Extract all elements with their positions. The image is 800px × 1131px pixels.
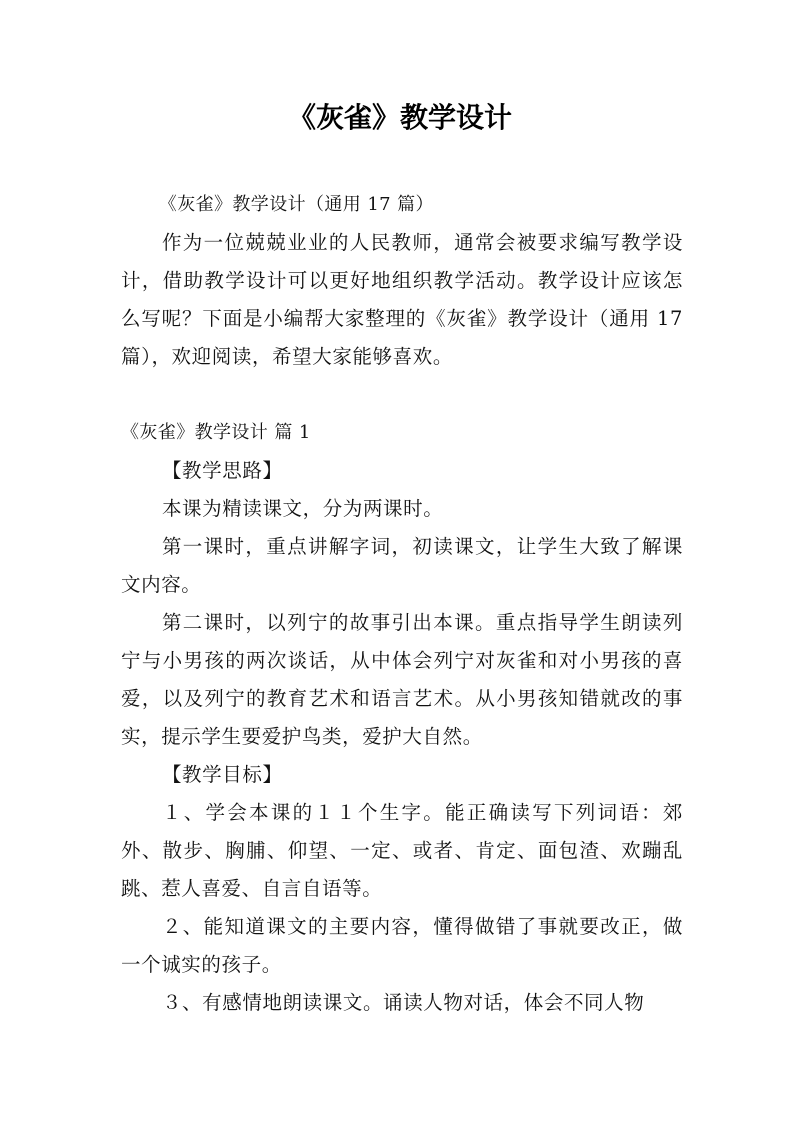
goals-heading: 【教学目标】: [161, 763, 283, 786]
paragraph-gap: [121, 376, 683, 414]
thinking-paragraph-3: 第二课时，以列宁的故事引出本课。重点指导学生朗读列宁与小男孩的两次谈话，从中体会列宁对灰雀和对小男孩的喜爱，以及列宁的教育艺术和语言艺术。从小男孩知错就改的事实，提示学生要爱护鸟类，爱护大自然。: [121, 611, 683, 748]
intro-heading: 《灰雀》教学设计（通用 17 篇）: [158, 194, 434, 215]
section-heading: 《灰雀》教学设计 篇 1: [121, 422, 311, 443]
thinking-paragraph-2: 第一课时，重点讲解字词，初读课文，让学生大致了解课文内容。: [121, 535, 683, 596]
document-title: 《灰雀》教学设计: [287, 101, 512, 134]
goal-item-2: ２、能知道课文的主要内容，懂得做错了事就要改正，做一个诚实的孩子。: [121, 915, 683, 976]
thinking-paragraph-1: 本课为精读课文，分为两课时。: [161, 497, 444, 520]
goal-item-3: ３、有感情地朗读课文。诵读人物对话，体会不同人物: [161, 991, 645, 1014]
goal-item-1: １、学会本课的１１个生字。能正确读写下列词语：郊外、散步、胸脯、仰望、一定、或者、肯定、面包渣、欢蹦乱跳、惹人喜爱、自言自语等。: [121, 801, 683, 900]
thinking-heading: 【教学思路】: [161, 459, 283, 482]
intro-paragraph: 作为一位兢兢业业的人民教师，通常会被要求编写教学设计，借助教学设计可以更好地组织教学活动。教学设计应该怎么写呢？下面是小编帮大家整理的《灰雀》教学设计（通用 17 篇），欢迎阅读，希望大家能够喜欢。: [121, 231, 683, 368]
document-body: [121, 186, 683, 1022]
